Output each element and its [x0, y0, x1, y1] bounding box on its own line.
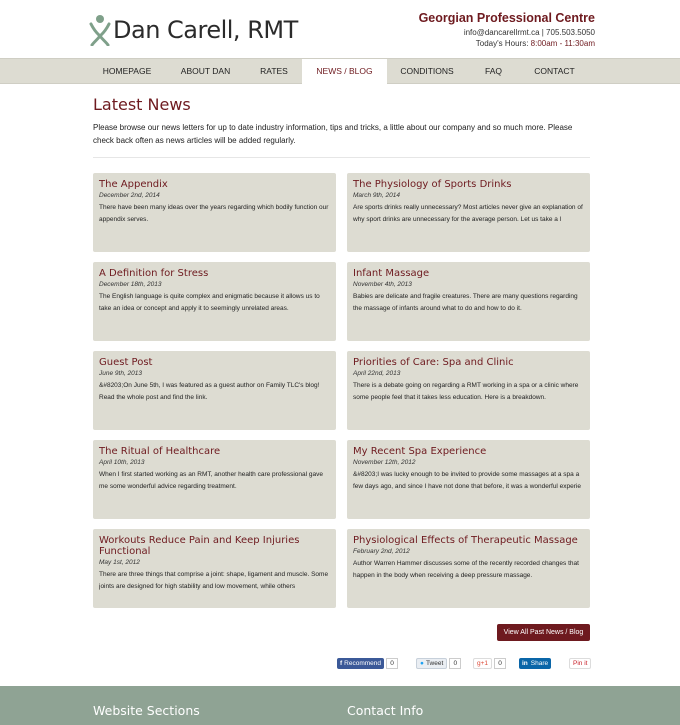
- news-card[interactable]: [93, 173, 336, 252]
- news-card-title[interactable]: Priorities of Care: Spa and Clinic: [353, 357, 514, 368]
- news-card-date: February 2nd, 2012: [353, 548, 410, 555]
- hours-value: 8:00am - 11:30am: [530, 39, 595, 48]
- linkedin-icon: in: [522, 659, 528, 667]
- news-card[interactable]: [93, 529, 336, 608]
- news-card[interactable]: [347, 262, 590, 341]
- news-card-excerpt: &#8203;On June 5th, I was featured as a guest author on Family TLC's blog! Read the whole post and find the link.: [99, 382, 320, 401]
- facebook-count: 0: [386, 658, 398, 669]
- news-card[interactable]: [347, 173, 590, 252]
- nav-conditions[interactable]: CONDITIONS: [400, 66, 454, 76]
- gplus-share: [473, 657, 506, 669]
- site-header: [0, 0, 680, 58]
- gplus-button[interactable]: g+1: [473, 658, 492, 669]
- clinic-name: Georgian Professional Centre: [418, 11, 595, 25]
- person-logo-icon: [89, 14, 111, 46]
- header-contact-block: [419, 11, 595, 48]
- tweet-label: Tweet: [425, 659, 444, 667]
- news-card-title[interactable]: Infant Massage: [353, 268, 430, 279]
- facebook-share: [337, 657, 398, 669]
- intro-text: Please browse our news letters for up to date industry information, tips and tricks, a little about our company and so much more. Please check back often as news articles will be added regularly.: [93, 123, 573, 145]
- news-card-date: April 22nd, 2013: [353, 370, 401, 377]
- news-card-date: March 9th, 2014: [353, 192, 400, 199]
- footer-contact-heading: Contact Info: [347, 703, 424, 718]
- news-card-date: June 9th, 2013: [99, 370, 143, 377]
- news-card-excerpt: When I first started working as an RMT, another health care professional gave me some wonderful advice regarding treatment.: [99, 471, 323, 490]
- news-card-title[interactable]: A Definition for Stress: [99, 268, 209, 279]
- site-footer: [0, 686, 680, 725]
- contact-line[interactable]: info@dancarellrmt.ca | 705.503.5050: [463, 28, 595, 37]
- news-card-excerpt: Are sports drinks really unnecessary? Most articles never give an explanation of why sport drinks are unnecessary for the average person. Let us take a l: [353, 204, 583, 223]
- page-title: Latest News: [93, 95, 191, 114]
- divider: [93, 157, 590, 158]
- news-card-date: April 10th, 2013: [99, 459, 145, 466]
- news-card-excerpt: Author Warren Hammer discusses some of the recently recorded changes that happen in the body when receiving a deep pressure massage.: [353, 560, 579, 579]
- news-card-excerpt: There are three things that comprise a joint: shape, ligament and muscle. Some joints are designed for high stability and low movement, while others: [99, 571, 329, 590]
- news-card[interactable]: [93, 262, 336, 341]
- hours-label: Today's Hours:: [475, 39, 529, 48]
- nav-faq[interactable]: FAQ: [484, 66, 502, 76]
- news-card-title[interactable]: The Physiology of Sports Drinks: [353, 179, 512, 190]
- news-card-title[interactable]: Workouts Reduce Pain and Keep Injuries Functional: [99, 535, 300, 557]
- news-card-title[interactable]: The Ritual of Healthcare: [99, 446, 221, 457]
- news-card[interactable]: [347, 529, 590, 608]
- news-card[interactable]: [93, 440, 336, 519]
- news-card-date: November 4th, 2013: [353, 281, 412, 288]
- news-card[interactable]: [347, 351, 590, 430]
- facebook-label: Recommend: [344, 659, 382, 667]
- nav-homepage[interactable]: HOMEPAGE: [102, 66, 152, 76]
- news-card-date: November 12th, 2012: [353, 459, 416, 466]
- news-card-date: December 2nd, 2014: [99, 192, 160, 199]
- news-card[interactable]: [93, 351, 336, 430]
- news-card-excerpt: The English language is quite complex and enigmatic because it allows us to take an idea or concept and apply it to seemingly unrelated areas.: [99, 293, 320, 312]
- footer-sections-heading: Website Sections: [93, 703, 200, 718]
- linkedin-share-button[interactable]: [519, 658, 551, 669]
- nav-about-dan[interactable]: ABOUT DAN: [180, 66, 231, 76]
- news-card-excerpt: There is a debate going on regarding a RMT working in a spa or a clinic where some people feel that it takes less education. Here is a breakdown.: [353, 382, 579, 401]
- view-all-news-button[interactable]: View All Past News / Blog: [497, 624, 590, 641]
- gplus-count: 0: [494, 658, 506, 669]
- tweet-count: 0: [449, 658, 461, 669]
- facebook-icon: f: [340, 659, 343, 667]
- news-card-title[interactable]: The Appendix: [99, 179, 168, 190]
- news-card-title[interactable]: My Recent Spa Experience: [353, 446, 487, 457]
- news-card[interactable]: [347, 440, 590, 519]
- nav-news-blog[interactable]: NEWS / BLOG: [302, 59, 387, 84]
- news-card-title[interactable]: Physiological Effects of Therapeutic Massage: [353, 535, 578, 546]
- logo[interactable]: [89, 14, 298, 46]
- nav-contact[interactable]: CONTACT: [534, 66, 575, 76]
- twitter-bird-icon: ●: [420, 659, 424, 667]
- tweet-button[interactable]: [416, 658, 447, 669]
- news-card-excerpt: Babies are delicate and fragile creatures. There are many questions regarding the massage of infants around what to do and how to do it.: [353, 293, 578, 312]
- nav-rates[interactable]: RATES: [260, 66, 288, 76]
- logo-text: Dan Carell, RMT: [113, 16, 298, 44]
- pinterest-share: [569, 657, 591, 669]
- twitter-share: [416, 657, 461, 669]
- news-card-date: December 18th, 2013: [99, 281, 162, 288]
- news-card-excerpt: &#8203;I was lucky enough to be invited to provide some massages at a spa a few days ago, and since I have not done that before, it was a wonderful experie: [353, 471, 582, 490]
- linkedin-label: Share: [530, 659, 549, 667]
- main-nav: [0, 58, 680, 84]
- facebook-recommend-button[interactable]: [337, 658, 384, 669]
- linkedin-share: [519, 657, 551, 669]
- pin-it-button[interactable]: Pin it: [569, 658, 591, 669]
- hours-line: [419, 39, 595, 48]
- news-card-excerpt: There have been many ideas over the years regarding which bodily function our appendix serves.: [99, 204, 329, 223]
- news-card-title[interactable]: Guest Post: [99, 357, 153, 368]
- news-card-date: May 1st, 2012: [99, 559, 140, 566]
